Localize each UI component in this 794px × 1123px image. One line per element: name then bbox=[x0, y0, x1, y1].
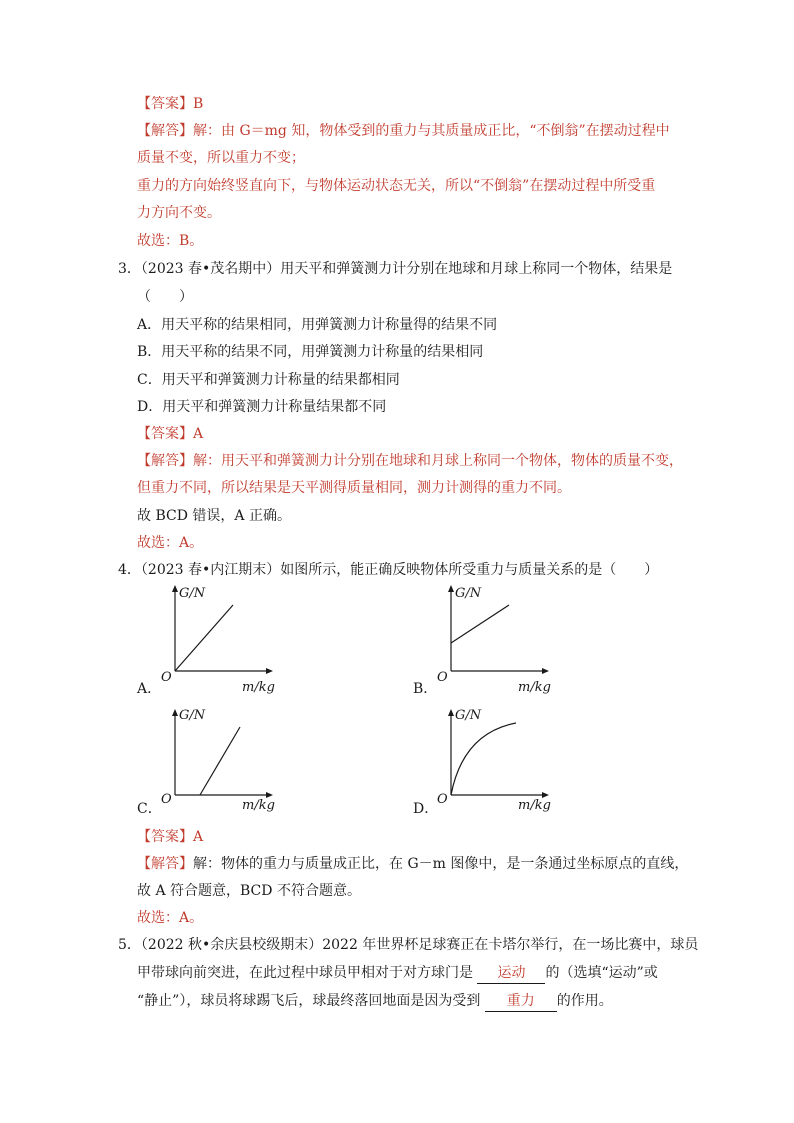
y-axis-label: G/N bbox=[455, 708, 482, 723]
y-axis-arrow bbox=[448, 585, 454, 592]
q3-solution-line-3: 故 BCD 错误，A 正确。 bbox=[137, 508, 291, 524]
q4-stem: 4．（2023 春•内江期末）如图所示，能正确反映物体所受重力与质量关系的是（ ） bbox=[118, 562, 659, 578]
graph-d bbox=[421, 703, 561, 815]
q3-answer-line bbox=[137, 424, 203, 444]
q3-option-c: C．用天平和弹簧测力计称量的结果都相同 bbox=[137, 372, 400, 388]
q3-option-b: B．用天平称的结果不同，用弹簧测力计称量的结果相同 bbox=[137, 344, 484, 360]
q2-solution-line-1: 【解答】解：由 G＝mg 知，物体受到的重力与其质量成正比，“不倒翁”在摆动过程中 bbox=[137, 123, 670, 139]
q5-stem-line-1: 5．（2022 秋•余庆县校级期末）2022 年世界杯足球赛正在卡塔尔举行，在一场比赛中，球员 bbox=[118, 937, 699, 953]
x-axis-label: m/kg bbox=[518, 798, 551, 813]
q5-blank-1: 运动 bbox=[477, 963, 545, 984]
q3-option-d: D．用天平和弹簧测力计称量结果都不同 bbox=[137, 399, 387, 415]
graph-a-label: A． bbox=[137, 681, 162, 697]
answer-tag: 【答案】 bbox=[137, 829, 193, 845]
x-axis-label: m/kg bbox=[242, 680, 275, 695]
solution-tag: 【解答】 bbox=[137, 453, 193, 469]
graph-line bbox=[175, 605, 233, 671]
q2-answer: B bbox=[193, 96, 204, 112]
origin-label: O bbox=[437, 792, 448, 807]
origin-label: O bbox=[161, 792, 172, 807]
q5-blank-2: 重力 bbox=[485, 991, 557, 1012]
q3-answer: A bbox=[193, 426, 204, 442]
graph-line bbox=[451, 605, 509, 643]
q2-solution-line-3: 重力的方向始终竖直向下，与物体运动状态无关，所以“不倒翁”在摆动过程中所受重 bbox=[137, 178, 656, 194]
q5-stem-line-3: “静止”），球员将球踢飞后，球最终落回地面是因为受到 重力 的作用。 bbox=[137, 991, 613, 1012]
graph-b-label: B． bbox=[413, 681, 438, 697]
origin-label: O bbox=[161, 670, 172, 685]
q3-option-a: A．用天平称的结果相同，用弹簧测力计称量得的结果不同 bbox=[137, 317, 498, 333]
y-axis-label: G/N bbox=[455, 586, 482, 601]
q3-solution-line-1: 【解答】解：用天平和弹簧测力计分别在地球和月球上称同一个物体，物体的质量不变， bbox=[137, 453, 683, 469]
answer-tag: 【答案】 bbox=[137, 96, 193, 112]
q2-choose: 故选：B。 bbox=[137, 233, 204, 249]
graph-a bbox=[145, 583, 285, 695]
solution-tag: 【解答】 bbox=[137, 856, 193, 872]
q2-answer-line bbox=[137, 94, 203, 114]
q3-stem-line-2: （ ） bbox=[137, 289, 193, 305]
graph-c-label: C． bbox=[137, 801, 162, 817]
graph-b bbox=[421, 583, 561, 695]
q3-stem-line-1: 3．（2023 春•茂名期中）用天平和弹簧测力计分别在地球和月球上称同一个物体，结果是 bbox=[118, 261, 673, 277]
solution-tag: 【解答】 bbox=[137, 123, 193, 139]
q4-answer: A bbox=[193, 829, 204, 845]
q3-choose: 故选：A。 bbox=[137, 535, 204, 551]
q3-solution-line-2: 但重力不同，所以结果是天平测得质量相同，测力计测得的重力不同。 bbox=[137, 480, 571, 496]
q2-solution-line-2: 质量不变，所以重力不变； bbox=[137, 150, 305, 166]
y-axis-arrow bbox=[172, 709, 178, 716]
q4-choose: 故选：A。 bbox=[137, 910, 204, 926]
y-axis-arrow bbox=[448, 709, 454, 716]
answer-tag: 【答案】 bbox=[137, 426, 193, 442]
graph-d-label: D． bbox=[413, 801, 439, 817]
q4-answer-line bbox=[137, 827, 203, 847]
y-axis-arrow bbox=[172, 585, 178, 592]
x-axis-arrow bbox=[542, 668, 549, 674]
q2-solution-line-4: 力方向不变。 bbox=[137, 205, 221, 221]
q5-stem-line-2: 甲带球向前突进，在此过程中球员甲相对于对方球门是 运动 的（选填“运动”或 bbox=[137, 963, 658, 984]
graph-line bbox=[200, 727, 240, 795]
graph-c bbox=[145, 703, 285, 815]
x-axis-label: m/kg bbox=[518, 680, 551, 695]
q4-solution-line-2: 故 A 符合题意，BCD 不符合题意。 bbox=[137, 883, 361, 899]
origin-label: O bbox=[437, 670, 448, 685]
x-axis-label: m/kg bbox=[242, 798, 275, 813]
q4-solution-line-1: 【解答】解：物体的重力与质量成正比，在 G－m 图像中，是一条通过坐标原点的直线， bbox=[137, 856, 689, 872]
x-axis-arrow bbox=[266, 668, 273, 674]
graph-curve bbox=[451, 723, 516, 795]
y-axis-label: G/N bbox=[179, 708, 206, 723]
y-axis-label: G/N bbox=[179, 586, 206, 601]
